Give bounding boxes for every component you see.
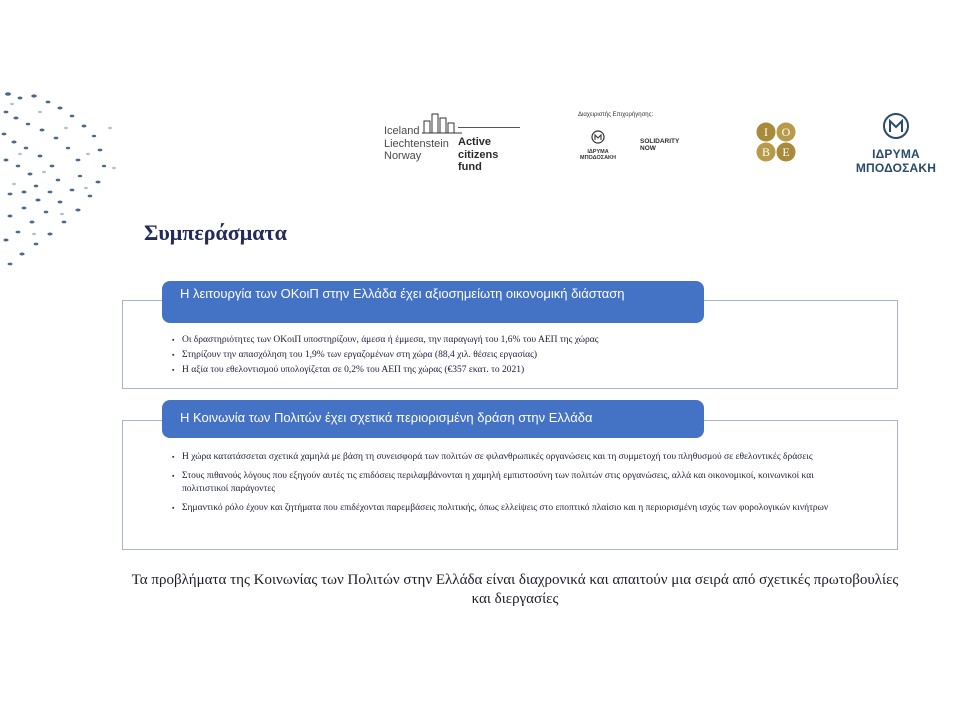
iobe-letter-o: O [781,125,791,139]
list-item: ▪ Η αξία του εθελοντισμού υπολογίζεται σε 0,2% του ΑΕΠ της χώρας (€357 εκατ. το 2021) [172,364,892,376]
solidarity-now-logo [640,138,679,152]
list-item: ▪ Στους πιθανούς λόγους που εξηγούν αυτές τις επιδόσεις περιλαμβάνονται η χαμηλή εμπιστοσύνη των πολιτών στις οργανώσεις, αλλά και οικονομικοί, κοινωνικοί και πολιτιστικοί παράγοντες [172,470,852,496]
solidarity-line-2: NOW [640,145,656,152]
section-bullets-economic [172,334,892,379]
solidarity-line-1: SOLIDARITY [640,138,680,145]
fund-operator-logos [574,112,694,162]
acf-line-2: citizens fund [458,148,499,173]
iobe-logo [754,120,798,164]
crowd-swirl-graphic [0,88,120,278]
operator-caption: Διαχειριστής Επιχορήγησης: [578,112,654,118]
list-item: ▪ Στηρίζουν την απασχόληση του 1,9% των εργαζομένων στη χώρα (88,4 χιλ. θέσεις εργασίας) [172,349,892,361]
conclusion-statement: Τα προβλήματα της Κοινωνίας των Πολιτών στην Ελλάδα είναι διαχρονικά και απαιτούν μια σειρά από σχετικές πρωτοβουλίες και διεργασίες [131,572,899,607]
section-bullets-civil-society [172,451,852,521]
eea-divider [458,127,520,128]
acf-line-1: Active [458,136,492,148]
list-item: ▪ Η χώρα κατατάσσεται σχετικά χαμηλά με βάση τη συνεισφορά των πολιτών σε φιλανθρωπικές οργανώσεις και τη συμμετοχή του πληθυσμού σε εθελοντικές δράσεις [172,451,852,464]
eea-iceland: Iceland [384,125,420,137]
section-header-civil-society: Η Κοινωνία των Πολιτών έχει σχετικά περιορισμένη δράση στην Ελλάδα [162,400,704,438]
list-item: ▪ Οι δραστηριότητες των ΟΚοιΠ υποστηρίζουν, άμεσα ή έμμεσα, την παραγωγή του 1,6% του ΑΕΠ της χώρας [172,334,892,346]
iobe-letter-e: E [782,145,790,159]
bodossaki-emblem-icon [591,130,605,144]
slide-title: Συμπεράσματα [144,220,287,245]
active-citizens-fund-logo [384,112,524,173]
eea-liechtenstein: Liechtenstein [384,137,449,150]
iobe-letter-b: B [761,145,771,159]
section-header-economic: Η λειτουργία των ΟΚοιΠ στην Ελλάδα έχει αξιοσημείωτη οικονομική διάσταση [162,281,704,323]
active-citizens-fund-name [458,136,524,174]
bodossaki-small-line-1: ΙΔΡΥΜΑ [587,149,609,155]
bodossaki-small-line-2: ΜΠΟΔΟΣΑΚΗ [580,155,616,161]
bodossaki-emblem-large-icon [882,112,910,140]
operator-bodossaki-logo [576,130,620,161]
bodossaki-foundation-logo [848,112,944,175]
eea-countries [384,125,449,163]
list-item: ▪ Σημαντικό ρόλο έχουν και ζητήματα που επιδέχονται παρεμβάσεις πολιτικής, όπως ελλείψεις στο εποπτικό πλαίσιο και η περιορισμένη ισχύς των φορολογικών κινήτρων [172,502,852,515]
eea-norway: Norway [384,150,422,162]
iobe-letter-i: I [764,125,768,139]
bodossaki-name: ΙΔΡΥΜΑ ΜΠΟΔΟΣΑΚΗ [855,147,937,175]
